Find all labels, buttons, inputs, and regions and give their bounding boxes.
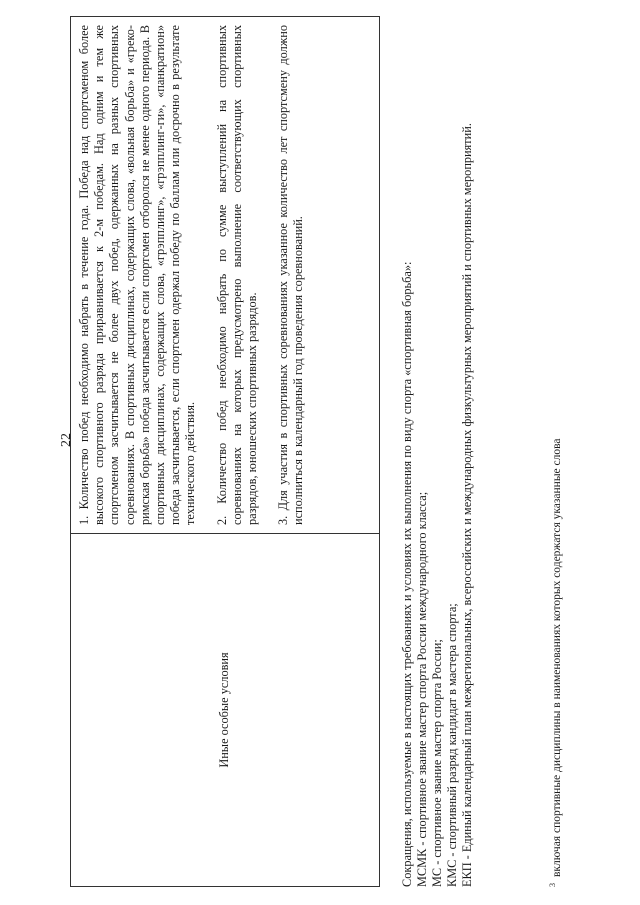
condition-item: 1. Количество побед необходимо набрать в течение года. Победа над спортсменом более высокого спортивного разряда приравнивается к 2-м победам. Над одним и тем же спортсменом засчитывается не более двух побед, одержанных на разных спортивных соревнованиях. В спортивных дисциплинах, содержащих слова, «вольная борьба» и «греко-римская борьба» победа засчитывается если спортсмен отборолся не менее одного периода. В спортивных дисциплинах, содержащих слова, «грэпплинг», «грэпплинг-ги», «панкратион» победа засчитывается, если спортсмен одержал победу по баллам или досрочно в результате технического действия. <box>77 25 198 525</box>
page-number: 22 <box>59 433 74 447</box>
condition-item: 2. Количество побед необходимо набрать по сумме выступлений на спортивных соревнованиях на которых предусмотрено выполнение соответствующих спортивных разрядов, юношеских спортивных разрядов. <box>214 25 260 525</box>
requirements-table <box>70 16 380 887</box>
abbreviation-item: ЕКП - Единый календарный план межрегиональных, всероссийских и международных физкультурных мероприятий и спортивных мероприятий. <box>460 123 474 887</box>
footnote <box>548 47 563 887</box>
conditions-label: Иные особые условия <box>217 652 232 768</box>
abbreviations-block <box>400 47 475 887</box>
table-row <box>71 17 380 887</box>
abbreviation-item: КМС - спортивный разряд кандидат в мастера спорта; <box>445 603 459 887</box>
abbreviation-item: МС - спортивное звание мастер спорта России; <box>430 639 444 887</box>
condition-item: 3. Для участия в спортивных соревнованиях указанное количество лет спортсмену должно исполниться в календарный год проведения соревнований. <box>276 25 306 525</box>
conditions-text-cell <box>71 17 380 534</box>
abbreviation-item: МСМК - спортивное звание мастер спорта России международного класса; <box>415 491 429 887</box>
abbreviations-intro: Сокращения, используемые в настоящих требованиях и условиях их выполнения по виду спорта «спортивная борьба»: <box>400 261 414 887</box>
footnote-text: включая спортивные дисциплины в наименованиях которых содержатся указанные слова <box>550 438 563 877</box>
conditions-label-cell <box>71 534 380 887</box>
rotated-page-content <box>70 25 615 887</box>
footnote-mark: 3 <box>548 883 557 887</box>
